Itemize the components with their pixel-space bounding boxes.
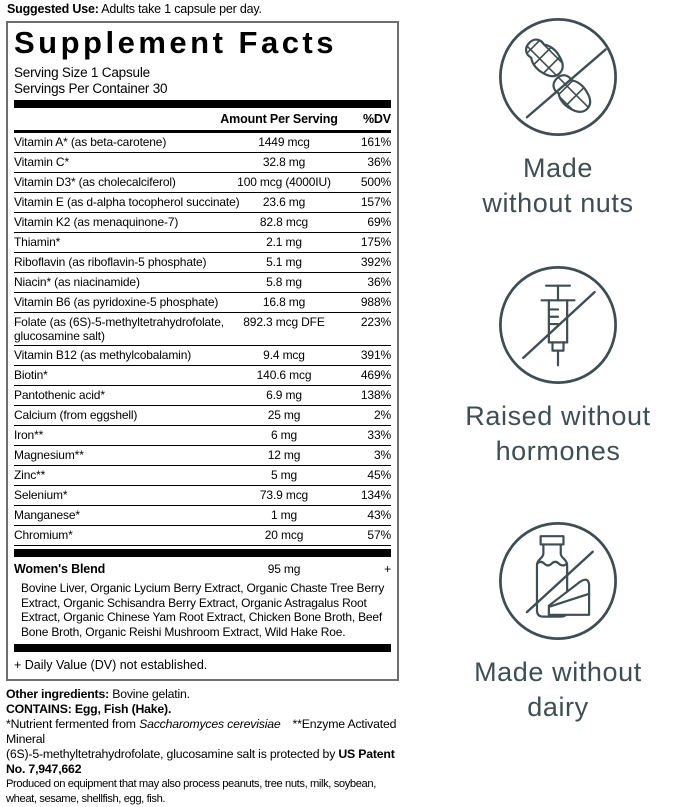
nutrient-amount: 2.1 mg (266, 235, 302, 249)
nutrient-amount: 5.8 mg (266, 275, 302, 289)
other-ingredients-label: Other ingredients: (6, 687, 109, 701)
nutrient-fermented-line (6, 717, 399, 747)
blend-amount: 95 mg (267, 562, 301, 576)
badge-column (437, 8, 679, 741)
nutrient-dv: 469% (360, 368, 391, 382)
nutrient-dv: 175% (360, 235, 391, 249)
nutrient-amount: 16.8 mg (262, 295, 306, 309)
nutrient-name: Vitamin C* (14, 155, 69, 169)
nutrient-amount: 140.6 mcg (256, 368, 312, 382)
nutrient-dv: 3% (373, 448, 391, 462)
nutrient-row (14, 446, 391, 466)
nutrient-row (14, 173, 391, 193)
badge-label (474, 655, 642, 725)
nutrient-dv: 45% (367, 468, 391, 482)
nutrient-row (14, 153, 391, 173)
nutrient-dv: 36% (367, 155, 391, 169)
dv-column-header: %DV (362, 112, 391, 126)
badge-raised-without-hormones (437, 261, 679, 469)
dairy-crossed-icon (494, 517, 622, 645)
thick-rule (14, 644, 391, 652)
nutrient-post: **Enzyme Activated Mineral (6, 717, 397, 746)
servings-per-container: Servings Per Container 30 (14, 81, 168, 96)
nutrient-name: Biotin* (14, 368, 48, 382)
nutrient-amount: 20 mcg (264, 528, 304, 542)
nutrient-dv: 57% (367, 528, 391, 542)
nutrient-dv: 33% (367, 428, 391, 442)
blend-name: Women's Blend (14, 562, 106, 576)
nutrient-name: Riboflavin (as riboflavin-5 phosphate) (14, 255, 207, 269)
nutrient-name: Niacin* (as niacinamide) (14, 275, 140, 289)
thick-rule (14, 549, 391, 557)
nutrient-dv: 500% (360, 175, 391, 189)
peanut-crossed-icon (494, 13, 622, 141)
nutrient-name: Selenium* (14, 488, 68, 502)
patent-line (6, 747, 399, 777)
panel-title: Supplement Facts (14, 25, 337, 60)
nutrient-amount: 12 mg (267, 448, 301, 462)
nutrient-name: Chromium* (14, 528, 73, 542)
badge-label-line2: dairy (527, 692, 589, 722)
nutrient-amount: 32.8 mg (262, 155, 306, 169)
nutrient-dv: 223% (360, 315, 391, 329)
nutrient-name: Manganese* (14, 508, 80, 522)
nutrient-name: Vitamin E (as d-alpha tocopherol succinate) (14, 195, 240, 209)
nutrient-name: Pantothenic acid* (14, 388, 105, 402)
nutrient-dv: 988% (360, 295, 391, 309)
nutrient-name: Vitamin B12 (as methylcobalamin) (14, 348, 192, 362)
suggested-use-label: Suggested Use: (7, 2, 99, 16)
nutrient-name: Vitamin B6 (as pyridoxine-5 phosphate) (14, 295, 219, 309)
nutrient-row (14, 213, 391, 233)
nutrient-amount: 23.6 mg (262, 195, 306, 209)
nutrient-name: Vitamin D3* (as cholecalciferol) (14, 175, 176, 189)
blend-dv: + (384, 562, 391, 576)
badge-label-line2: hormones (495, 436, 621, 466)
nutrient-name: Vitamin A* (as beta-carotene) (14, 135, 167, 149)
nutrient-amount: 9.4 mcg (263, 348, 305, 362)
suggested-use (7, 2, 399, 17)
nutrient-amount: 892.3 mcg DFE (243, 315, 325, 329)
nutrient-name: Magnesium** (14, 448, 84, 462)
label-column (6, 2, 399, 807)
nutrient-name: Thiamin* (14, 235, 61, 249)
nutrient-row (14, 406, 391, 426)
nutrient-name: Zinc** (14, 468, 46, 482)
nutrient-row (14, 273, 391, 293)
nutrient-dv: 391% (360, 348, 391, 362)
nutrient-dv: 43% (367, 508, 391, 522)
nutrient-amount: 5.1 mg (266, 255, 302, 269)
nutrient-amount: 82.8 mcg (259, 215, 309, 229)
serving-size: Serving Size 1 Capsule (14, 65, 150, 80)
nutrient-row (14, 313, 391, 346)
badge-label-line1: Raised without (465, 401, 651, 431)
other-ingredients-text: Bovine gelatin. (112, 687, 190, 701)
badge-label (465, 399, 651, 469)
nutrient-amount: 25 mg (267, 408, 301, 422)
nutrient-name: Vitamin K2 (as menaquinone-7) (14, 215, 179, 229)
badge-label-line2: without nuts (482, 188, 634, 218)
badge-made-without-nuts (437, 13, 679, 221)
nutrient-amount: 5 mg (270, 468, 298, 482)
nutrient-row (14, 506, 391, 526)
nutrient-row (14, 233, 391, 253)
nutrient-amount: 6 mg (270, 428, 298, 442)
table-header (14, 111, 391, 130)
badge-label-line1: Made without (474, 657, 642, 687)
nutrient-dv: 138% (360, 388, 391, 402)
daily-value-footnote: + Daily Value (DV) not established. (14, 658, 208, 672)
nutrient-amount: 100 mcg (4000IU) (237, 175, 331, 189)
nutrient-row (14, 426, 391, 446)
suggested-use-text: Adults take 1 capsule per day. (101, 2, 262, 16)
nutrient-row (14, 366, 391, 386)
amount-column-header: Amount Per Serving (220, 112, 338, 126)
label-footnotes (6, 687, 399, 807)
nutrient-species: Saccharomyces cerevisiae (139, 717, 281, 731)
nutrient-amount: 73.9 mcg (259, 488, 309, 502)
nutrient-row (14, 293, 391, 313)
nutrient-row (14, 386, 391, 406)
nutrient-pre: *Nutrient fermented from (6, 717, 136, 731)
nutrient-name: Folate (as (6S)-5-methyltetrahydrofolate, glucosamine salt) (14, 315, 224, 343)
nutrient-amount: 1 mg (270, 508, 298, 522)
nutrient-row (14, 193, 391, 213)
syringe-crossed-icon (494, 261, 622, 389)
nutrient-table (14, 133, 391, 546)
nutrient-dv: 69% (367, 215, 391, 229)
thick-rule (14, 100, 391, 108)
patent-pre: (6S)-5-methyltetrahydrofolate, glucosamine salt is protected by (6, 747, 336, 761)
nutrient-dv: 36% (367, 275, 391, 289)
blend-ingredients: Bovine Liver, Organic Lycium Berry Extract, Organic Chaste Tree Berry Extract, Organic Schisandra Berry Extract, Organic Astragalus Root Extract, Organic Chinese Yam Root Extract, Chicken Bone Broth, Beef Bone Broth, Organic Reishi Mushroom Extract, Wild Hake Roe. (21, 581, 385, 639)
nutrient-amount: 1449 mcg (258, 135, 310, 149)
patent-number: US Patent No. 7,947,662 (6, 747, 395, 776)
nutrient-row (14, 133, 391, 153)
allergen-line: Produced on equipment that may also process peanuts, tree nuts, milk, soybean, wheat, sesame, shellfish, egg, fish. (6, 778, 376, 805)
supplement-facts-panel (6, 21, 399, 681)
badge-made-without-dairy (437, 517, 679, 725)
contains-line: CONTAINS: Egg, Fish (Hake). (6, 702, 172, 716)
nutrient-name: Calcium (from eggshell) (14, 408, 138, 422)
nutrient-dv: 161% (360, 135, 391, 149)
nutrient-row (14, 466, 391, 486)
nutrient-dv: 134% (360, 488, 391, 502)
nutrient-row (14, 486, 391, 506)
nutrient-amount: 6.9 mg (266, 388, 302, 402)
other-ingredients-line (6, 687, 399, 702)
nutrient-row (14, 526, 391, 546)
badge-label (482, 151, 633, 221)
nutrient-dv: 392% (360, 255, 391, 269)
nutrient-dv: 157% (360, 195, 391, 209)
badge-label-line1: Made (523, 153, 593, 183)
nutrient-dv: 2% (373, 408, 391, 422)
nutrient-name: Iron** (14, 428, 44, 442)
nutrient-row (14, 346, 391, 366)
nutrient-row (14, 253, 391, 273)
blend-row (14, 560, 391, 579)
